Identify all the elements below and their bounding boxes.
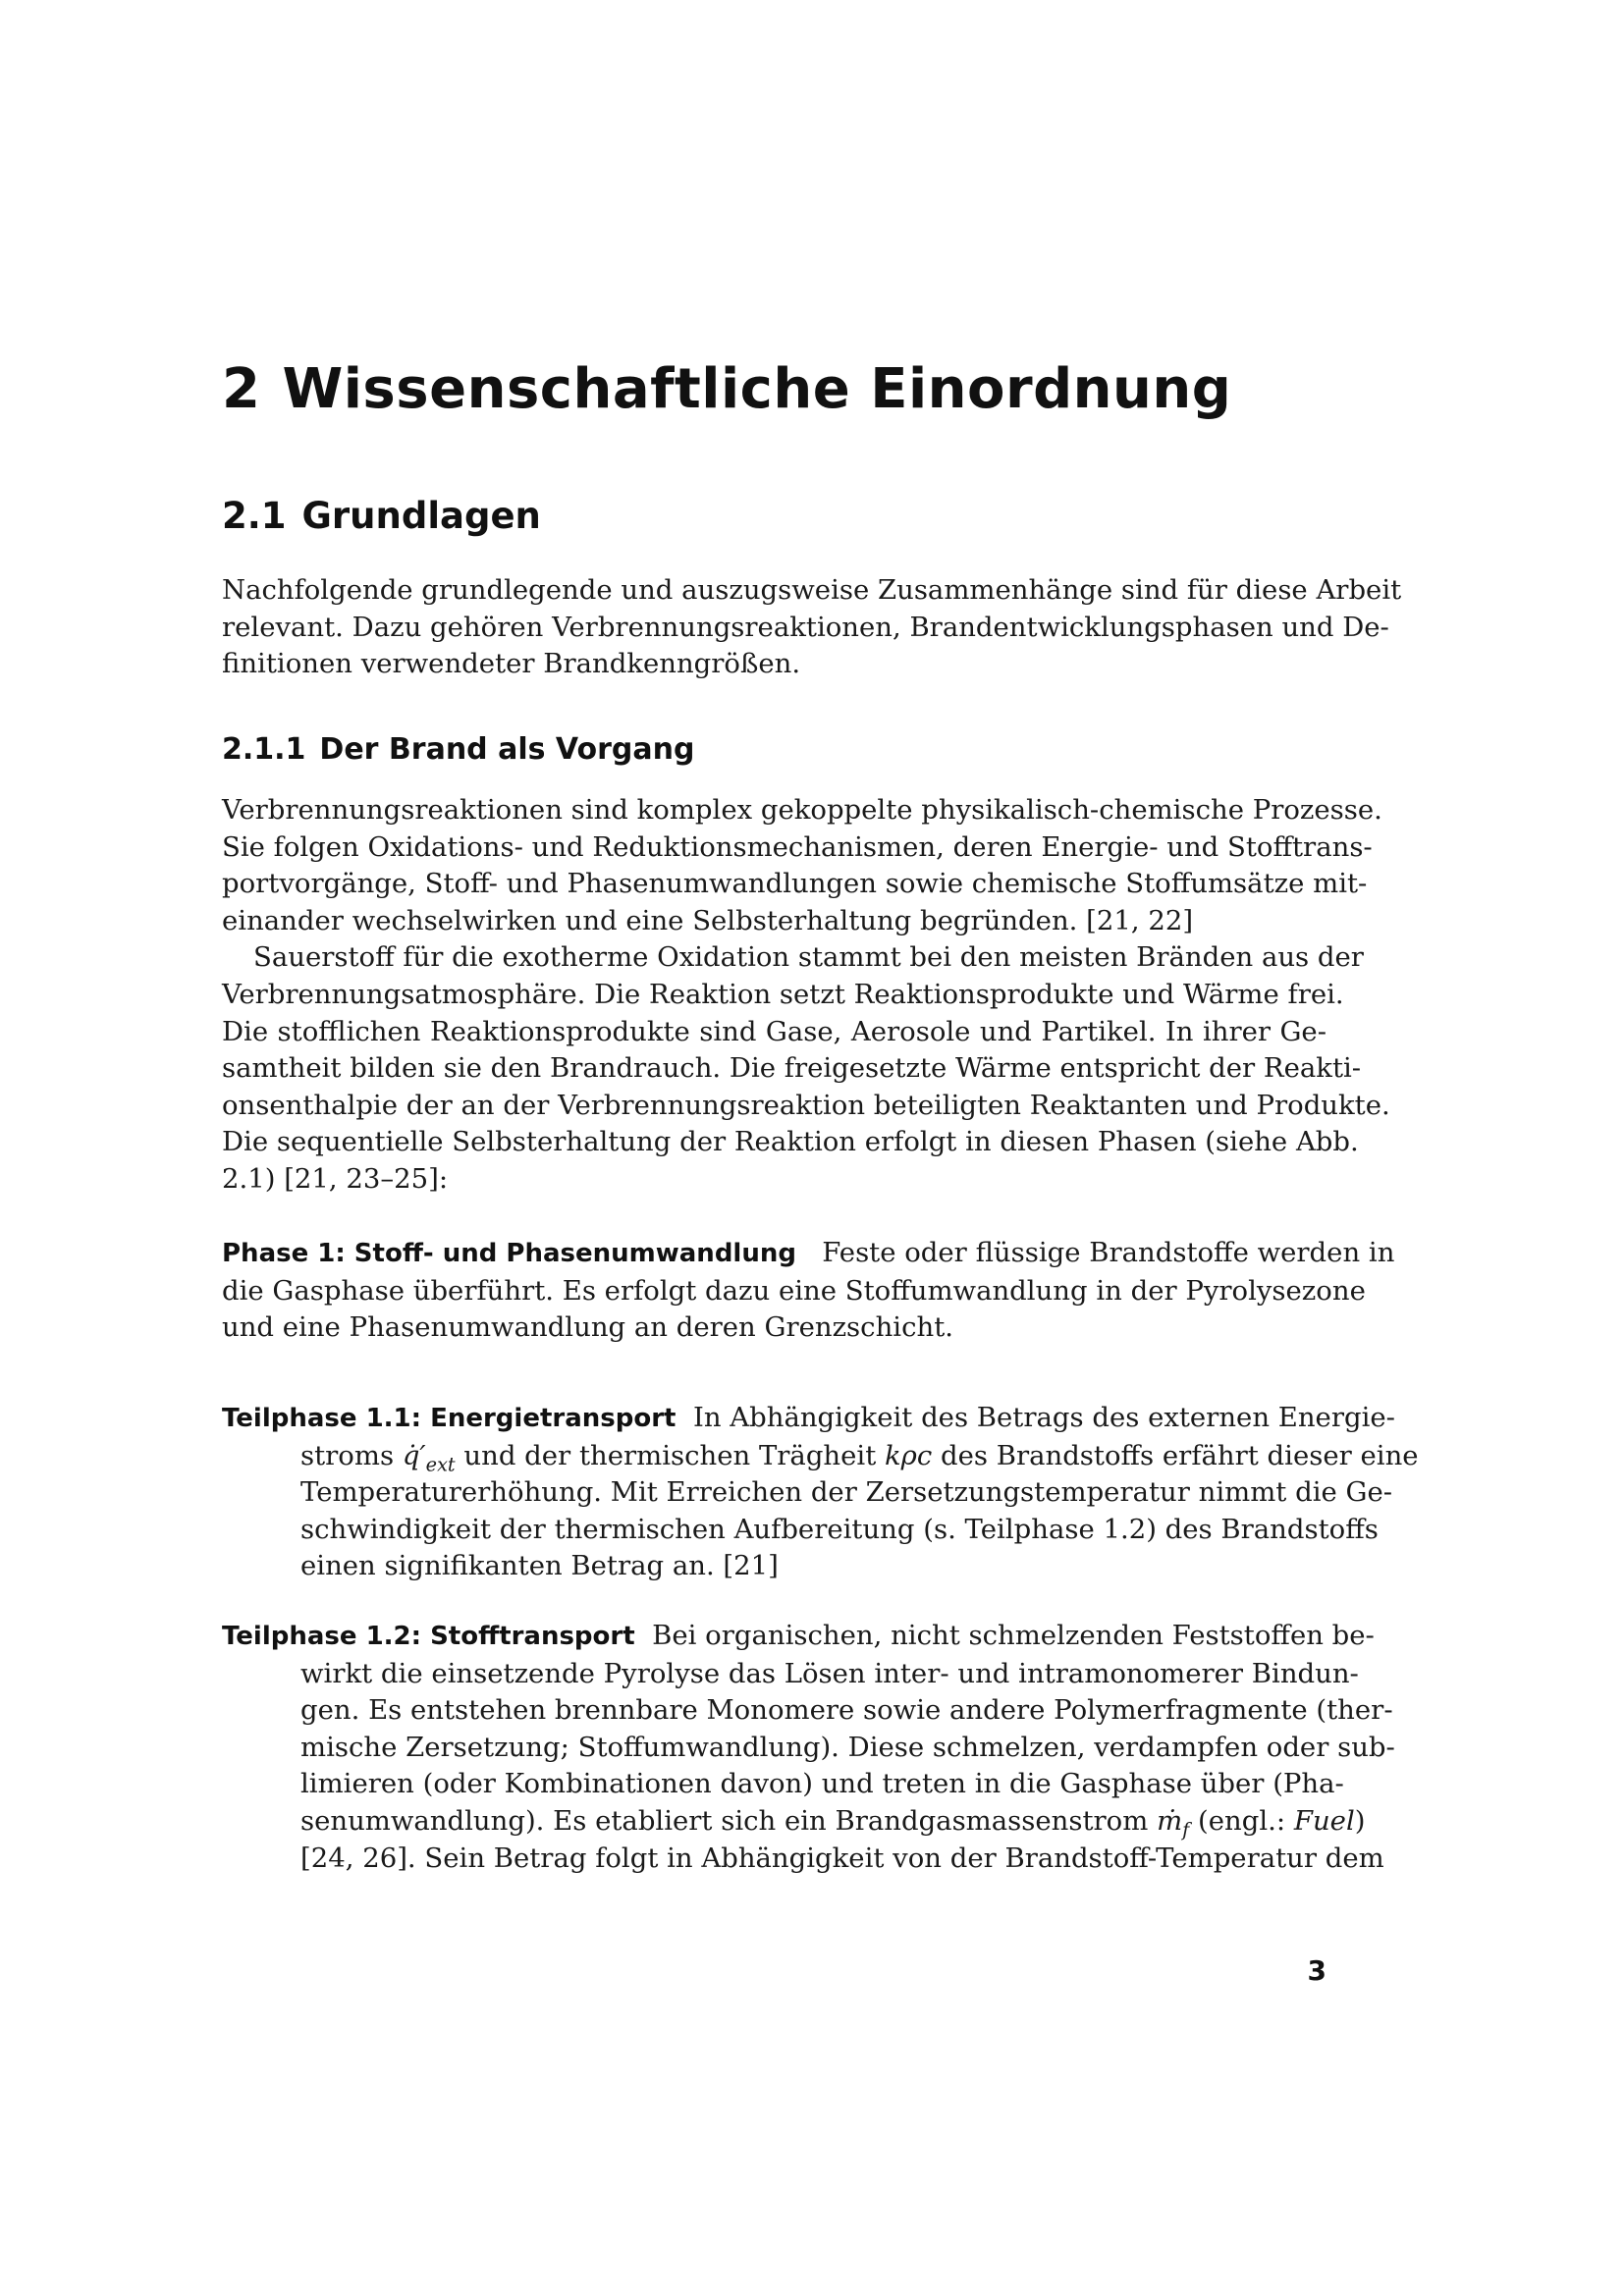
text-line: schwindigkeit der thermischen Aufbereitung (s. Teilphase 1.2) des Brandstoffs	[300, 1513, 1379, 1545]
text-line: wirkt die einsetzende Pyrolyse das Lösen inter- und intramonomerer Bindun-	[300, 1657, 1359, 1689]
math-subscript: ext	[425, 1453, 456, 1476]
text-line: die Gasphase überführt. Es erfolgt dazu eine Stoffumwandlung in der Pyrolysezone	[222, 1274, 1366, 1307]
math-q-ext	[402, 1439, 456, 1476]
chapter-number: 2	[222, 357, 261, 421]
text-line: 2.1) [21, 23–25]:	[222, 1162, 449, 1195]
subsection-heading	[222, 730, 694, 770]
text-line: limieren (oder Kombinationen davon) und treten in die Gasphase über (Pha-	[300, 1768, 1344, 1800]
text-line: onsenthalpie der an der Verbrennungsreaktion beteiligten Reaktanten und Produkte.	[222, 1089, 1390, 1121]
chapter-title: Wissenschaftliche Einordnung	[282, 357, 1232, 421]
text-fragment: Bei organischen, nicht schmelzenden Feststoffen be-	[652, 1620, 1375, 1651]
text-fragment: (engl.:	[1198, 1804, 1286, 1837]
text-line: Sie folgen Oxidations- und Reduktionsmechanismen, deren Energie- und Stofftrans-	[222, 830, 1373, 863]
text-line: einen signifikanten Betrag an. [21]	[300, 1550, 779, 1582]
subsection-number: 2.1.1	[222, 732, 306, 767]
text-fragment: und der thermischen Trägheit	[463, 1439, 877, 1471]
text-line: portvorgänge, Stoff- und Phasenumwandlungen sowie chemische Stoffumsätze mit-	[222, 868, 1368, 900]
math-m-dot-f	[1157, 1804, 1190, 1842]
text-fragment: In Abhängigkeit des Betrags des externen Energie-	[692, 1402, 1395, 1433]
teilphase-1-1-item	[222, 1400, 1419, 1585]
text-line: Verbrennungsreaktionen sind komplex gekoppelte physikalisch-chemische Prozesse.	[222, 794, 1382, 826]
text-line: finitionen verwendeter Brandkenngrößen.	[222, 648, 801, 680]
text-line: mische Zersetzung; Stoffumwandlung). Diese schmelzen, verdampfen oder sub-	[300, 1731, 1395, 1763]
phase-1-paragraph	[222, 1235, 1395, 1347]
body-paragraph-1	[222, 792, 1390, 1199]
text-line: Die sequentielle Selbsterhaltung der Reaktion erfolgt in diesen Phasen (siehe Abb.	[222, 1126, 1359, 1158]
math-symbol: ṁ	[1157, 1804, 1183, 1837]
section-title: Grundlagen	[301, 495, 541, 537]
section-intro-paragraph	[222, 572, 1402, 683]
text-fragment: )	[1354, 1804, 1366, 1837]
text-line	[222, 1618, 1375, 1656]
math-k-rho-c: kρc	[885, 1439, 933, 1471]
text-line: einander wechselwirken und eine Selbsterhaltung begründen. [21, 22]	[222, 904, 1194, 936]
text-line: samtheit bilden sie den Brandrauch. Die freigesetzte Wärme entspricht der Reakti-	[222, 1052, 1362, 1085]
text-line: Nachfolgende grundlegende und auszugsweise Zusammenhänge sind für diese Arbeit	[222, 574, 1402, 606]
text-line	[222, 1438, 1419, 1476]
text-line: [24, 26]. Sein Betrag folgt in Abhängigkeit von der Brandstoff-Temperatur dem	[300, 1842, 1384, 1874]
text-line: Die stofflichen Reaktionsprodukte sind Gase, Aerosole und Partikel. In ihrer Ge-	[222, 1015, 1326, 1047]
text-fragment: stroms	[300, 1439, 395, 1471]
text-fragment: senumwandlung). Es etabliert sich ein Brandgasmassenstrom	[300, 1804, 1149, 1837]
teilphase-1-2-item	[222, 1618, 1395, 1877]
teilphase-1-1-heading: Teilphase 1.1: Energietransport	[222, 1404, 677, 1433]
text-fragment: Fuel	[1293, 1804, 1355, 1837]
teilphase-1-2-heading: Teilphase 1.2: Stofftransport	[222, 1622, 635, 1651]
subsection-title: Der Brand als Vorgang	[319, 732, 695, 767]
math-symbol: q̇′	[402, 1439, 426, 1471]
text-line: und eine Phasenumwandlung an deren Grenzschicht.	[222, 1311, 953, 1344]
text-line	[222, 1235, 1395, 1273]
phase-1-heading: Phase 1: Stoff- und Phasenumwandlung	[222, 1239, 796, 1268]
chapter-heading	[222, 355, 1231, 424]
text-fragment: Feste oder flüssige Brandstoffe werden in	[822, 1237, 1395, 1268]
text-fragment: des Brandstoffs erfährt dieser eine	[941, 1439, 1419, 1471]
section-number: 2.1	[222, 495, 287, 537]
text-line	[222, 1400, 1395, 1438]
text-line: gen. Es entstehen brennbare Monomere sowie andere Polymerfragmente (ther-	[300, 1694, 1393, 1727]
text-line	[222, 1803, 1366, 1842]
text-line: Verbrennungsatmosphäre. Die Reaktion setzt Reaktionsprodukte und Wärme frei.	[222, 978, 1344, 1010]
math-subscript: f	[1182, 1818, 1190, 1842]
text-line: Sauerstoff für die exotherme Oxidation stammt bei den meisten Bränden aus der	[253, 941, 1364, 974]
text-line: Temperaturerhöhung. Mit Erreichen der Zersetzungstemperatur nimmt die Ge-	[300, 1476, 1393, 1509]
page-number: 3	[1307, 1954, 1326, 1987]
text-line: relevant. Dazu gehören Verbrennungsreaktionen, Brandentwicklungsphasen und De-	[222, 611, 1389, 643]
section-heading	[222, 493, 541, 540]
